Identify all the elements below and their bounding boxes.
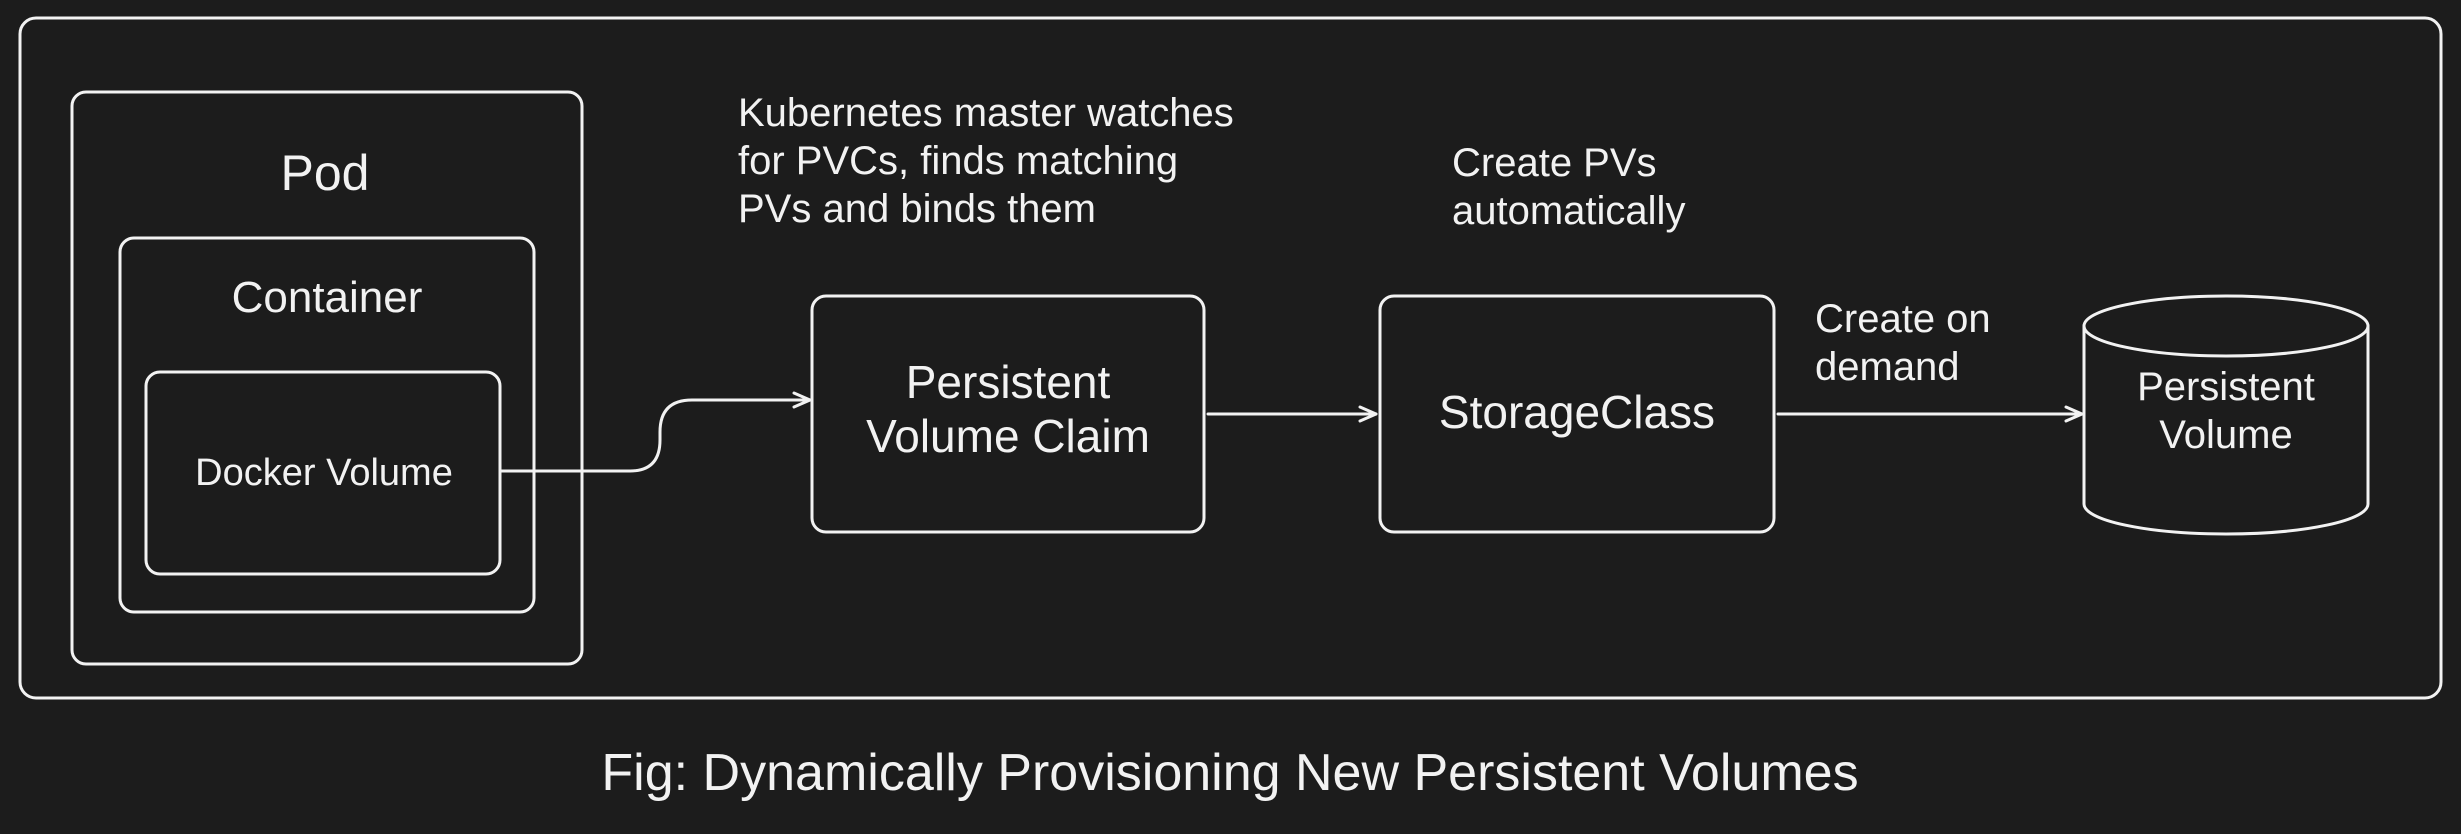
pvc-label-line1: Persistent [905,356,1111,408]
note-master-line2: for PVCs, finds matching [738,139,1179,183]
note-on-demand-line2: demand [1815,345,1960,389]
figure-caption: Fig: Dynamically Provisioning New Persistent Volumes [601,744,1859,802]
note-create-pvs-line2: automatically [1452,189,1686,233]
pvc-label-line2: Volume Claim [866,410,1150,462]
note-master-line3: PVs and binds them [738,187,1096,231]
docker-volume-label: Docker Volume [195,452,453,494]
note-on-demand-line1: Create on [1815,297,1991,341]
cylinder-top [2084,296,2368,356]
pv-label-line2: Volume [2159,413,2293,457]
note-create-pvs-line1: Create PVs [1452,141,1657,185]
pod-label: Pod [280,145,370,201]
pv-label-line1: Persistent [2137,365,2315,409]
storageclass-label: StorageClass [1438,386,1716,438]
arrow-docker-to-pvc [500,400,810,471]
container-label: Container [231,273,423,322]
note-master-line1: Kubernetes master watches [738,91,1234,135]
